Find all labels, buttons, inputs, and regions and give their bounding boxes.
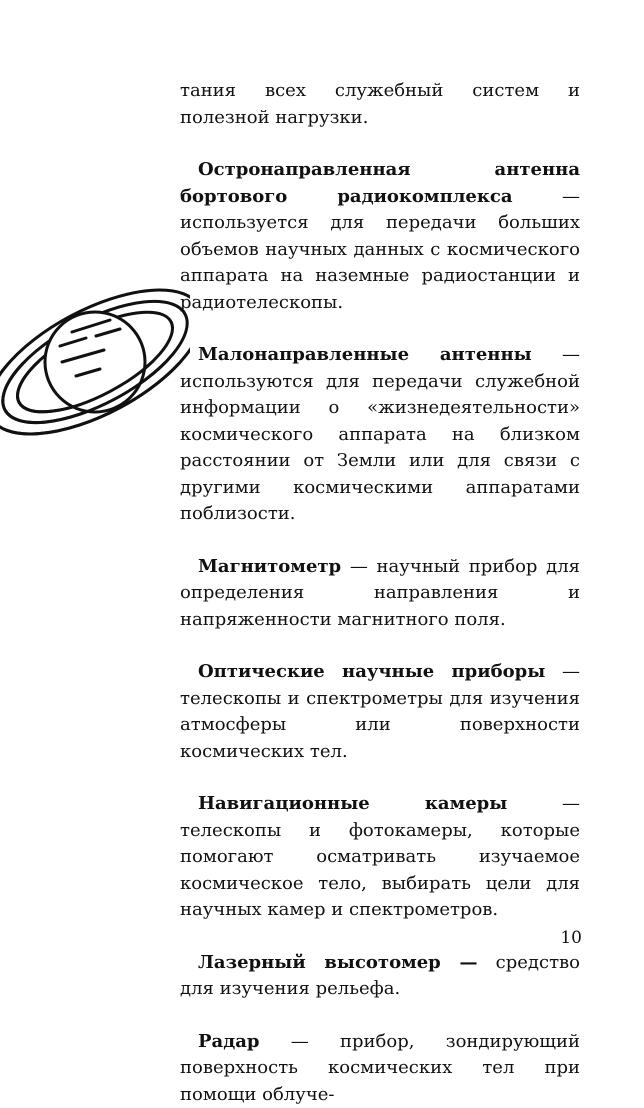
entry-term: Лазерный высотомер —	[198, 952, 477, 973]
entry-definition: — телескопы и фотокамеры, которые помогают осматривать изучаемое космическое тело, выбирать цели для научных камер и спектрометров.	[180, 793, 580, 920]
entry-definition: — прибор, зондирующий поверхность космических тел при помощи облуче-	[180, 1031, 580, 1105]
entry-term: Малонаправленные антенны	[198, 344, 532, 365]
entry-paragraph	[180, 157, 580, 316]
entry-paragraph	[180, 659, 580, 765]
entry-term: Магнитометр	[198, 556, 341, 577]
entry-paragraph	[180, 791, 580, 924]
entry-term: Навигационные камеры	[198, 793, 507, 814]
entry-definition: средство для изучения рельефа.	[180, 952, 580, 1000]
entry-paragraph	[180, 554, 580, 634]
entry-term: Оптические научные приборы	[198, 661, 545, 682]
entry-definition: — телескопы и спектрометры для изучения атмосферы или поверхности космических тел.	[180, 661, 580, 762]
page-number: 10	[560, 928, 582, 948]
continuation-paragraph: тания всех служебный систем и полезной нагрузки.	[180, 78, 580, 131]
text-column	[180, 78, 580, 1108]
ringed-planet-icon	[0, 262, 190, 462]
entry-paragraph	[180, 950, 580, 1003]
entry-definition: — научный прибор для определения направления и напряженности магнитного поля.	[180, 556, 580, 630]
entry-term: Радар	[198, 1031, 259, 1052]
entry-definition: — используются для передачи служебной информации о «жизнедеятельности» космического аппарата на близком расстоянии от Земли или для связи с другими космическими аппаратами поблизости.	[180, 344, 580, 524]
entry-definition: — используется для передачи больших объемов научных данных с космического аппарата на наземные радиостанции и радиотелескопы.	[180, 186, 580, 313]
entry-term: Остронаправленная антенна бортового радиокомплекса	[180, 159, 580, 207]
entry-paragraph	[180, 342, 580, 528]
entry-paragraph	[180, 1029, 580, 1108]
